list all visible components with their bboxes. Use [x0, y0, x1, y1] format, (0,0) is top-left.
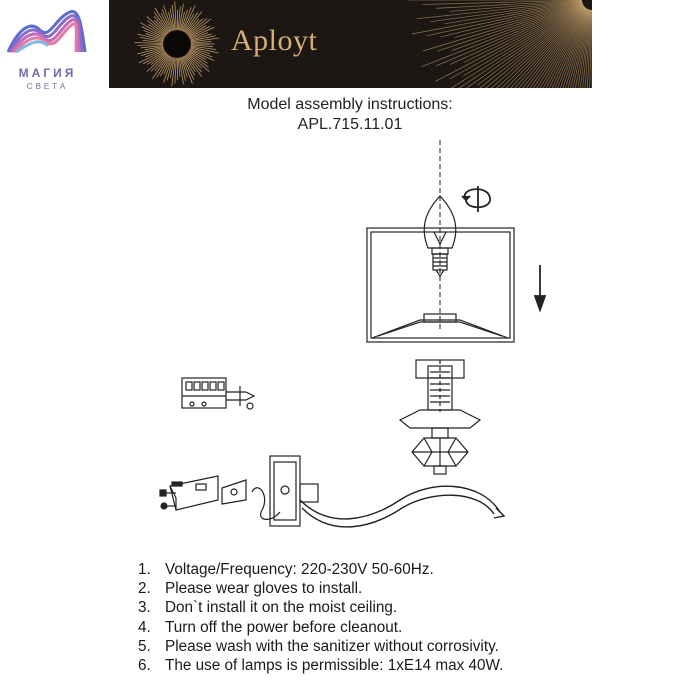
- rotate-arrow-icon: [462, 186, 490, 212]
- list-item-number: 5.: [138, 637, 151, 655]
- crystal-ornament: [412, 438, 468, 474]
- list-item-text: Please wash with the sanitizer without corrosivity.: [165, 637, 499, 655]
- instructions-list: [138, 560, 503, 675]
- wall-plate: [252, 456, 318, 526]
- sunburst-decoration-icon: [109, 0, 592, 88]
- list-item-number: 2.: [138, 580, 151, 598]
- list-item-number: 4.: [138, 618, 151, 636]
- shop-logo: [0, 0, 105, 100]
- socket-holder: [400, 360, 480, 438]
- model-number: APL.715.11.01: [297, 116, 403, 133]
- curved-arm: [300, 486, 504, 527]
- list-item-text: Voltage/Frequency: 220-230V 50-60Hz.: [165, 561, 434, 578]
- list-item: [138, 560, 503, 579]
- shop-logo-waves-icon: [0, 0, 100, 65]
- list-item-text: The use of lamps is permissible: 1xE14 max 40W.: [165, 657, 504, 675]
- list-item-number: 3.: [138, 599, 151, 617]
- list-item-number: 1.: [138, 561, 151, 578]
- list-item: [138, 598, 503, 617]
- assembly-diagram: [0, 140, 700, 550]
- brand-name: Aployt: [231, 24, 318, 57]
- list-item-number: 6.: [138, 657, 151, 675]
- terminal-block-icon: [182, 378, 254, 409]
- list-item: [138, 618, 503, 637]
- list-item: [138, 656, 503, 675]
- brand-banner: [109, 0, 592, 88]
- shop-logo-line2: СВЕТА: [26, 82, 69, 91]
- list-item-text: Don`t install it on the moist ceiling.: [165, 599, 398, 617]
- list-item: [138, 637, 503, 656]
- list-item-text: Please wear gloves to install.: [165, 580, 363, 598]
- shop-logo-line1: МАГИЯ: [18, 66, 77, 80]
- list-item-text: Turn off the power before cleanout.: [165, 618, 403, 636]
- mounting-bracket: [170, 476, 246, 510]
- list-item: [138, 579, 503, 598]
- document-title: Model assembly instructions:: [247, 96, 453, 113]
- down-arrow-icon: [535, 265, 545, 310]
